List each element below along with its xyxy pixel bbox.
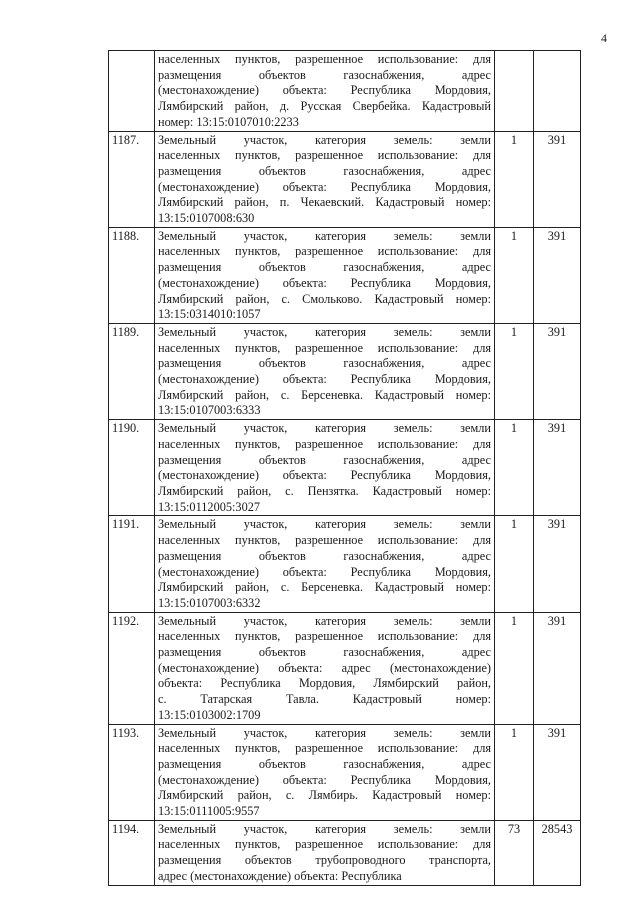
row-description [155, 420, 495, 516]
description-line: размещения объектов газоснабжения, адрес [158, 548, 491, 563]
table-row [109, 420, 581, 516]
row-number: 1187. [109, 131, 155, 227]
description-line: 13:15:0107003:6332 [158, 595, 261, 610]
table-row [109, 516, 581, 612]
row-description [155, 51, 495, 132]
description-line: размещения объектов газоснабжения, адрес [158, 163, 491, 178]
description-line: размещения объектов газоснабжения, адрес [158, 260, 491, 275]
row-description [155, 131, 495, 227]
row-number: 1194. [109, 820, 155, 885]
description-line: населенных пунктов, разрешенное использование: для [158, 340, 491, 355]
description-line: объекта: Республика Мордовия, Лямбирский район, [158, 676, 491, 691]
description-line: Земельный участок, категория земель: земли [158, 821, 491, 836]
row-quantity: 73 [495, 820, 534, 885]
description-line: 13:15:0107008:630 [158, 211, 255, 226]
description-line: 13:15:0314010:1057 [158, 307, 261, 322]
row-number: 1193. [109, 724, 155, 820]
row-price: 391 [534, 131, 581, 227]
row-price [534, 51, 581, 132]
table-row [109, 227, 581, 323]
description-line: адрес (местонахождение) объекта: Республика [158, 868, 402, 883]
description-line: Земельный участок, категория земель: земли [158, 228, 491, 243]
description-line: населенных пунктов, разрешенное использование: для [158, 148, 491, 163]
description-line: (местонахождение) объекта: Республика Мордовия, [158, 468, 491, 483]
description-line: Лямбирский район, с. Берсеневка. Кадастровый номер: [158, 580, 491, 595]
description-line: 13:15:0103002:1709 [158, 707, 261, 722]
row-price: 391 [534, 227, 581, 323]
description-line: Лямбирский район, д. Русская Свербейка. Кадастровый [158, 99, 491, 114]
description-line: размещения объектов газоснабжения, адрес [158, 67, 491, 82]
description-line: Лямбирский район, с. Лямбирь. Кадастровый номер: [158, 788, 491, 803]
description-line: Лямбирский район, с. Берсеневка. Кадастровый номер: [158, 387, 491, 402]
row-price: 391 [534, 516, 581, 612]
description-line: населенных пунктов, разрешенное использование: для [158, 629, 491, 644]
row-price: 391 [534, 612, 581, 724]
description-line: населенных пунктов, разрешенное использование: для [158, 837, 491, 852]
row-quantity: 1 [495, 227, 534, 323]
row-quantity: 1 [495, 612, 534, 724]
row-description [155, 516, 495, 612]
row-price: 391 [534, 323, 581, 419]
description-line: (местонахождение) объекта: Республика Мордовия, [158, 564, 491, 579]
description-line: размещения объектов газоснабжения, адрес [158, 452, 491, 467]
row-quantity [495, 51, 534, 132]
description-line: (местонахождение) объекта: Республика Мордовия, [158, 372, 491, 387]
description-line: (местонахождение) объекта: Республика Мордовия, [158, 772, 491, 787]
description-line: (местонахождение) объекта: Республика Мордовия, [158, 275, 491, 290]
description-line: Земельный участок, категория земель: земли [158, 725, 491, 740]
row-quantity: 1 [495, 131, 534, 227]
row-description [155, 724, 495, 820]
description-line: (местонахождение) объекта: Республика Мордовия, [158, 83, 491, 98]
table-row [109, 51, 581, 132]
row-number: 1192. [109, 612, 155, 724]
row-description [155, 612, 495, 724]
description-line: Земельный участок, категория земель: земли [158, 421, 491, 436]
description-line: 13:15:0112005:3027 [158, 499, 261, 514]
land-plots-table [108, 50, 581, 886]
row-number: 1188. [109, 227, 155, 323]
row-description [155, 820, 495, 885]
description-line: Лямбирский район, с. Смольково. Кадастровый номер: [158, 291, 491, 306]
row-number: 1190. [109, 420, 155, 516]
description-line: Лямбирский район, с. Пензятка. Кадастровый номер: [158, 483, 491, 498]
row-number [109, 51, 155, 132]
description-line: 13:15:0111005:9557 [158, 804, 260, 819]
description-line: размещения объектов газоснабжения, адрес [158, 756, 491, 771]
row-price: 391 [534, 420, 581, 516]
description-line: Земельный участок, категория земель: земли [158, 613, 491, 628]
row-price: 28543 [534, 820, 581, 885]
description-line: (местонахождение) объекта: адрес (местонахождение) [158, 660, 491, 675]
table-row [109, 820, 581, 885]
description-line: населенных пунктов, разрешенное использование: для [158, 741, 491, 756]
description-line: Земельный участок, категория земель: земли [158, 517, 491, 532]
row-quantity: 1 [495, 420, 534, 516]
description-line: (местонахождение) объекта: Республика Мордовия, [158, 179, 491, 194]
description-line: Лямбирский район, п. Чекаевский. Кадастровый номер: [158, 195, 491, 210]
description-line: Земельный участок, категория земель: земли [158, 324, 491, 339]
description-line: с. Татарская Тавла. Кадастровый номер: [158, 692, 491, 707]
row-quantity: 1 [495, 323, 534, 419]
row-number: 1189. [109, 323, 155, 419]
table-row [109, 612, 581, 724]
description-line: населенных пунктов, разрешенное использование: для [158, 436, 491, 451]
description-line: населенных пунктов, разрешенное использование: для [158, 533, 491, 548]
row-description [155, 227, 495, 323]
table-row [109, 724, 581, 820]
table-body [109, 51, 581, 886]
row-quantity: 1 [495, 516, 534, 612]
description-line: 13:15:0107003:6333 [158, 403, 261, 418]
table-row [109, 131, 581, 227]
description-line: размещения объектов газоснабжения, адрес [158, 356, 491, 371]
row-price: 391 [534, 724, 581, 820]
page-number: 4 [601, 31, 607, 45]
description-line: размещения объектов трубопроводного транспорта, [158, 853, 491, 868]
row-quantity: 1 [495, 724, 534, 820]
table-row [109, 323, 581, 419]
row-number: 1191. [109, 516, 155, 612]
description-line: Земельный участок, категория земель: земли [158, 132, 491, 147]
description-line: номер: 13:15:0107010:2233 [158, 114, 299, 129]
description-line: размещения объектов газоснабжения, адрес [158, 645, 491, 660]
row-description [155, 323, 495, 419]
description-line: населенных пунктов, разрешенное использование: для [158, 244, 491, 259]
description-line: населенных пунктов, разрешенное использование: для [158, 52, 491, 66]
